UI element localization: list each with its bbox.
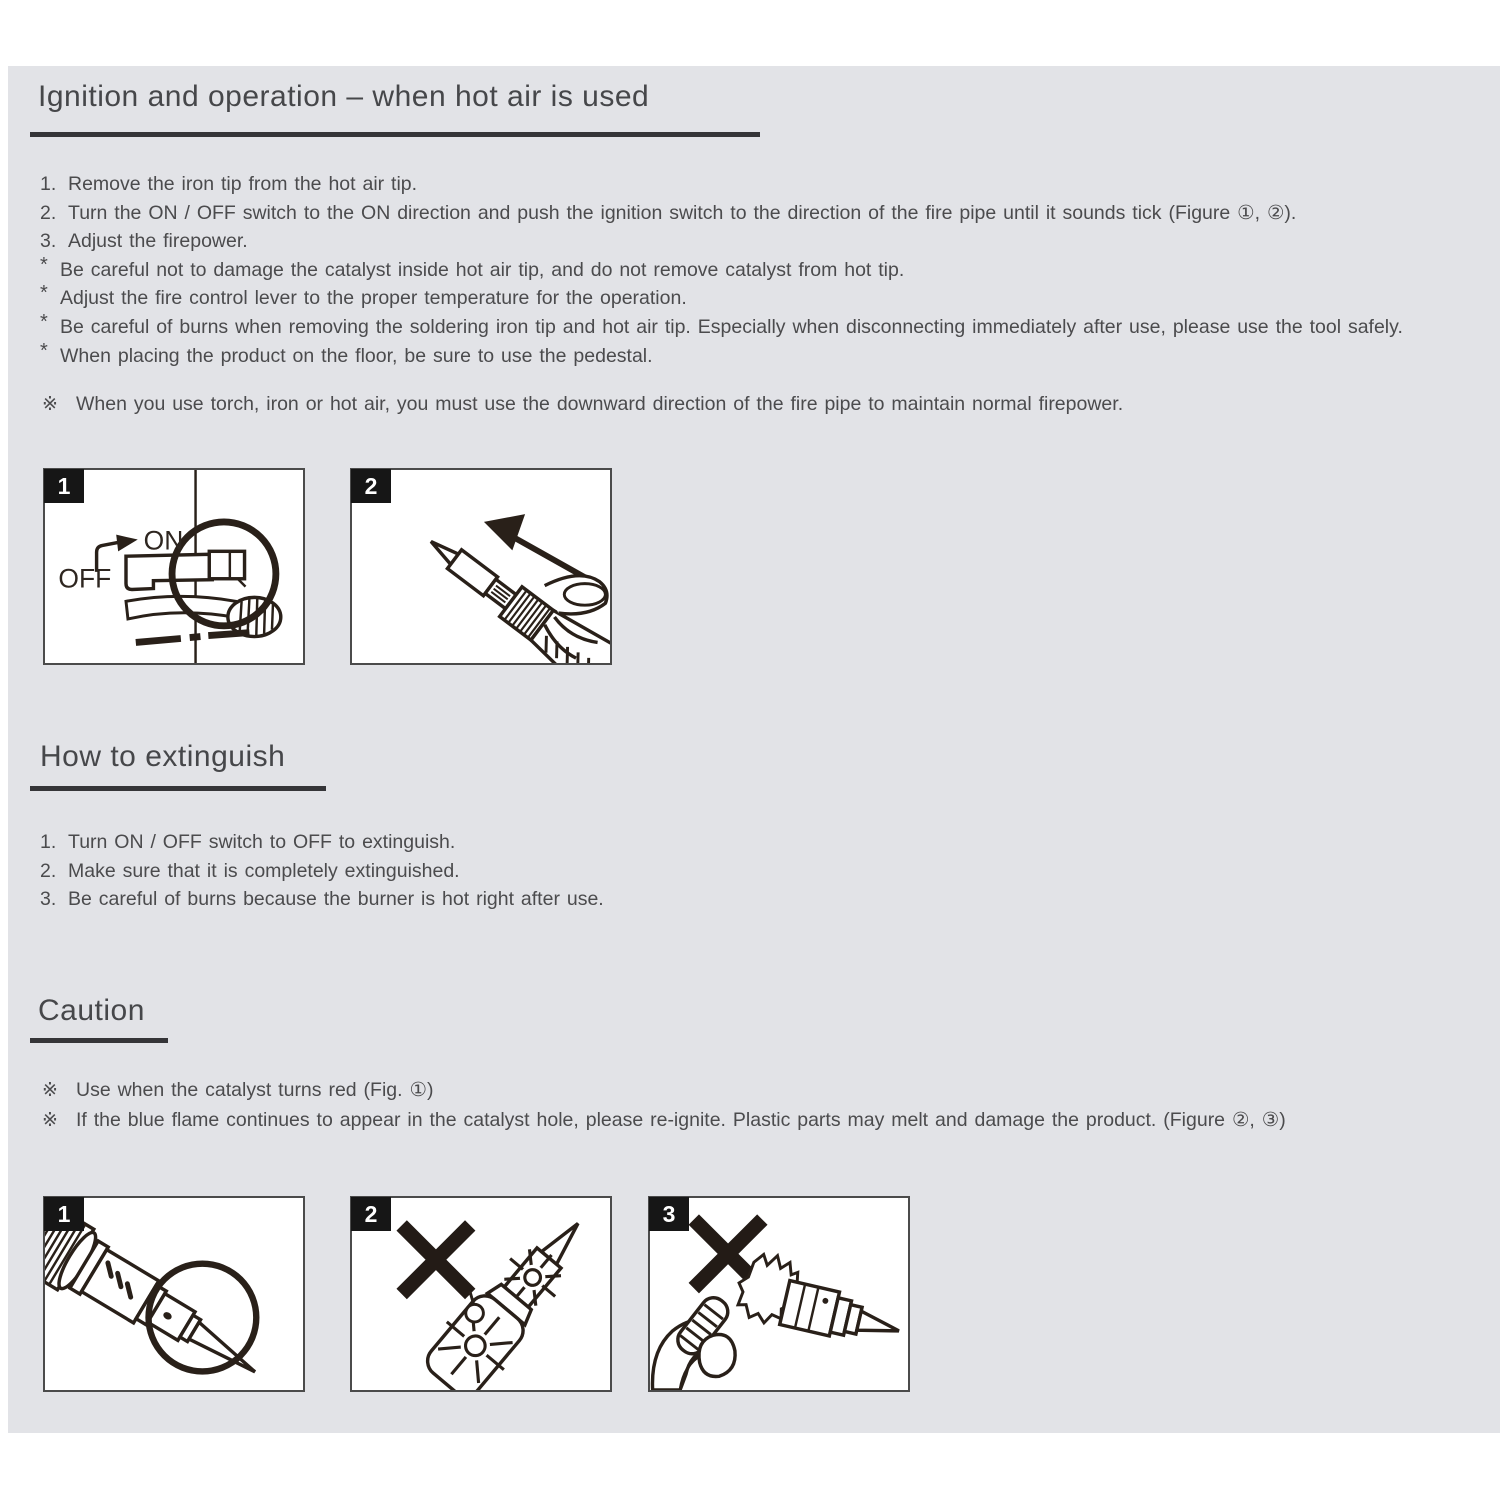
ignition-steps bbox=[40, 170, 1403, 370]
note-item bbox=[42, 1106, 1286, 1136]
item-marker: 3. bbox=[40, 888, 57, 911]
content-panel bbox=[8, 66, 1500, 1433]
switch-on-label: ON bbox=[143, 525, 184, 556]
ignition-figures bbox=[43, 468, 612, 665]
item-text: Make sure that it is completely extinguished. bbox=[68, 859, 460, 882]
item-text: Be careful not to damage the catalyst inside hot air tip, and do not remove catalyst from hot tip. bbox=[60, 258, 905, 281]
title-rule bbox=[30, 1038, 168, 1043]
item-marker: 2. bbox=[40, 201, 57, 224]
figure-badge: 2 bbox=[351, 469, 391, 503]
figure-switch-diagram bbox=[43, 468, 305, 665]
note-marker: ※ bbox=[42, 1109, 58, 1131]
note-text: Use when the catalyst turns red (Fig. ①) bbox=[76, 1079, 434, 1101]
item-marker: * bbox=[40, 310, 48, 333]
list-item bbox=[40, 227, 1403, 256]
list-item bbox=[40, 199, 1403, 228]
list-item bbox=[40, 253, 1403, 285]
list-item bbox=[40, 828, 604, 857]
caution-notes bbox=[42, 1076, 1286, 1135]
item-text: Remove the iron tip from the hot air tip. bbox=[68, 173, 418, 195]
item-marker: * bbox=[40, 282, 48, 305]
figure-badge: 3 bbox=[649, 1197, 689, 1231]
list-item bbox=[40, 885, 604, 914]
list-item bbox=[40, 310, 1403, 342]
note-item bbox=[42, 1076, 1286, 1106]
section-title-caution: Caution bbox=[38, 994, 145, 1027]
title-rule bbox=[30, 786, 326, 791]
figure-catalyst-closeup bbox=[43, 1196, 305, 1392]
item-text: Turn the ON / OFF switch to the ON direction and push the ignition switch to the direction of the fire pipe until it sounds tick (Figure ①, ②). bbox=[68, 201, 1297, 224]
item-text: Turn ON / OFF switch to OFF to extinguish. bbox=[68, 831, 456, 853]
note-item bbox=[42, 390, 1123, 420]
item-text: Be careful of burns when removing the soldering iron tip and hot air tip. Especially when disconnecting immediately after use, please use the tool safely. bbox=[60, 315, 1403, 338]
ignition-note bbox=[42, 390, 1123, 420]
item-marker: 3. bbox=[40, 230, 57, 253]
item-text: Be careful of burns because the burner is hot right after use. bbox=[68, 888, 604, 911]
item-marker: 1. bbox=[40, 173, 57, 195]
item-marker: * bbox=[40, 253, 48, 276]
figure-badge: 1 bbox=[44, 1197, 84, 1231]
figure-melted-parts-warning bbox=[648, 1196, 910, 1392]
list-item bbox=[40, 857, 604, 886]
section-title-ignition: Ignition and operation – when hot air is used bbox=[38, 80, 650, 113]
list-item bbox=[40, 170, 1403, 199]
switch-off-label: OFF bbox=[58, 563, 112, 594]
item-marker: * bbox=[40, 339, 48, 362]
note-text: If the blue flame continues to appear in the catalyst hole, please re-ignite. Plastic parts may melt and damage the product. (Figure ②, ③) bbox=[76, 1108, 1286, 1131]
figure-badge: 1 bbox=[44, 469, 84, 503]
note-marker: ※ bbox=[42, 394, 58, 415]
figure-blue-flame-warning bbox=[350, 1196, 612, 1392]
item-marker: 1. bbox=[40, 831, 57, 853]
list-item bbox=[40, 284, 1403, 313]
item-text: Adjust the firepower. bbox=[68, 230, 248, 253]
list-item bbox=[40, 339, 1403, 371]
extinguish-steps bbox=[40, 828, 604, 914]
item-text: Adjust the fire control lever to the proper temperature for the operation. bbox=[60, 287, 687, 310]
section-title-extinguish: How to extinguish bbox=[40, 740, 286, 773]
note-marker: ※ bbox=[42, 1080, 58, 1101]
figure-badge: 2 bbox=[351, 1197, 391, 1231]
caution-figures bbox=[43, 1196, 910, 1392]
title-rule bbox=[30, 132, 760, 137]
note-text: When you use torch, iron or hot air, you must use the downward direction of the fire pipe to maintain normal firepower. bbox=[76, 393, 1124, 415]
item-text: When placing the product on the floor, be sure to use the pedestal. bbox=[60, 344, 653, 367]
item-marker: 2. bbox=[40, 859, 57, 882]
figure-remove-tip-diagram bbox=[350, 468, 612, 665]
